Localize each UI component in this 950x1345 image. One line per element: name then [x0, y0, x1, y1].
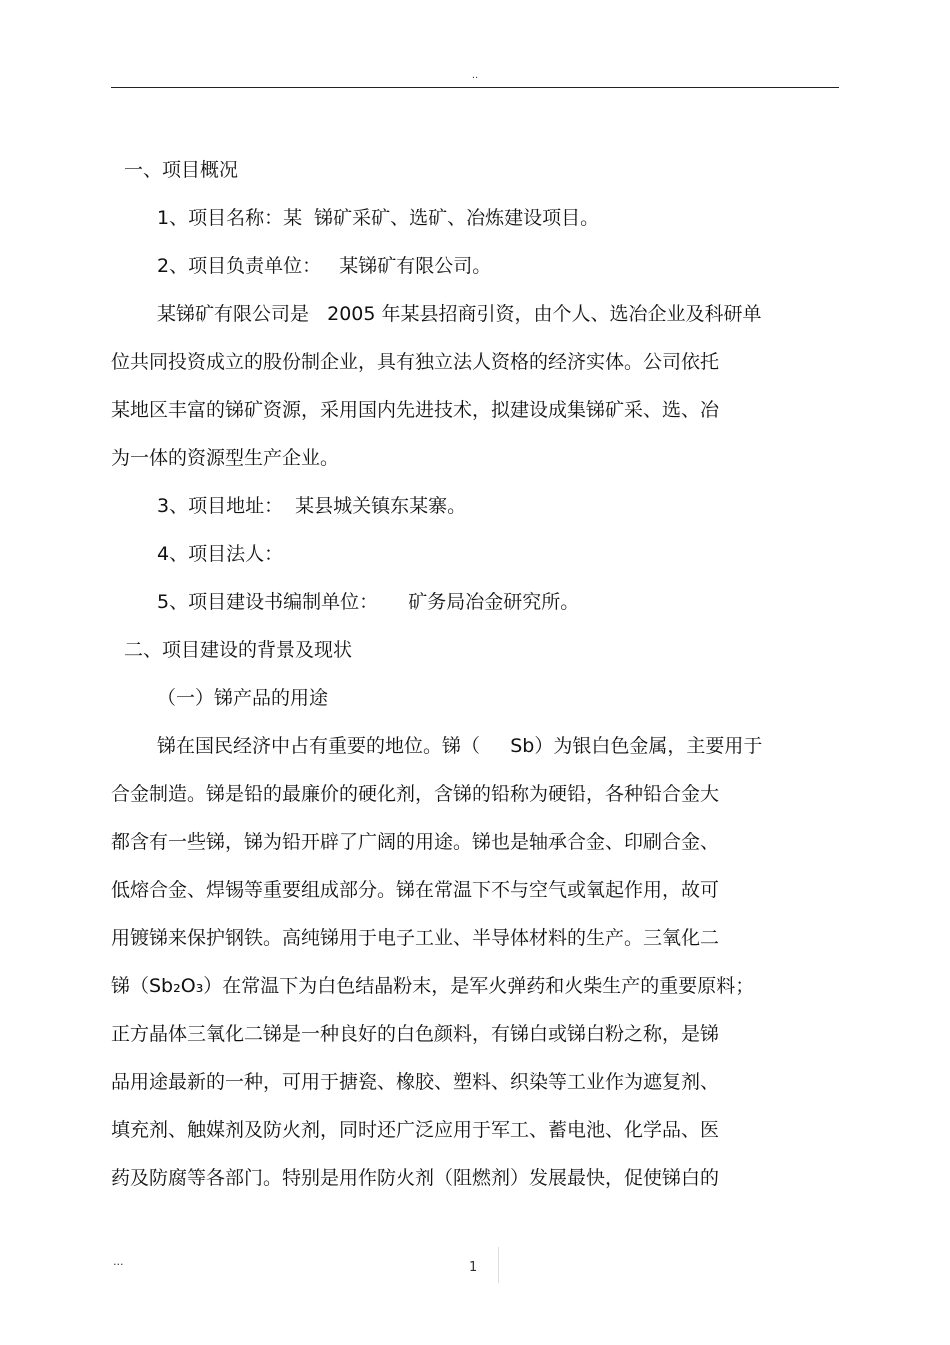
paragraph-line: 用镀锑来保护钢铁。高纯锑用于电子工业、半导体材料的生产。三氧化二 [111, 927, 720, 949]
subsection-heading-uses: （一）锑产品的用途 [157, 687, 329, 709]
paragraph-line: 合金制造。锑是铅的最廉价的硬化剂，含锑的铅称为硬铅，各种铅合金大 [111, 783, 720, 805]
paragraph-line: 低熔合金、焊锡等重要组成部分。锑在常温下不与空气或氧起作用，故可 [111, 879, 720, 901]
item-compiling-unit: 5、项目建设书编制单位： 矿务局冶金研究所。 [157, 591, 580, 613]
paragraph-line: 某锑矿有限公司是 2005 年某县招商引资，由个人、选冶企业及科研单 [157, 303, 762, 325]
paragraph-line: 正方晶体三氧化二锑是一种良好的白色颜料，有锑白或锑白粉之称，是锑 [111, 1023, 720, 1045]
header-rule [111, 87, 839, 88]
item-project-name: 1、项目名称：某 锑矿采矿、选矿、冶炼建设项目。 [157, 207, 600, 229]
paragraph-line: 某地区丰富的锑矿资源，采用国内先进技术，拟建设成集锑矿采、选、冶 [111, 399, 720, 421]
paragraph-line: 锑（Sb₂O₃）在常温下为白色结晶粉末，是军火弹药和火柴生产的重要原料； [111, 975, 755, 997]
paragraph-line: 品用途最新的一种，可用于搪瓷、橡胶、塑料、织染等工业作为遮复剂、 [111, 1071, 720, 1093]
paragraph-line: 填充剂、触媒剂及防火剂，同时还广泛应用于军工、蓄电池、化学品、医 [111, 1119, 720, 1141]
footer-dots: ... [113, 1255, 124, 1268]
footer-divider [498, 1247, 499, 1283]
document-body [111, 146, 831, 1202]
header-mark: .. [471, 70, 479, 81]
section-heading-background: 二、项目建设的背景及现状 [124, 639, 353, 661]
page-number: 1 [469, 1260, 478, 1275]
paragraph-line: 都含有一些锑，锑为铅开辟了广阔的用途。锑也是轴承合金、印刷合金、 [111, 831, 720, 853]
item-responsible-unit: 2、项目负责单位： 某锑矿有限公司。 [157, 255, 492, 277]
paragraph-line: 位共同投资成立的股份制企业，具有独立法人资格的经济实体。公司依托 [111, 351, 720, 373]
paragraph-line: 药及防腐等各部门。特别是用作防火剂（阻燃剂）发展最快，促使锑白的 [111, 1167, 720, 1189]
section-heading-overview: 一、项目概况 [124, 159, 239, 181]
item-project-address: 3、项目地址： 某县城关镇东某寨。 [157, 495, 467, 517]
paragraph-line: 锑在国民经济中占有重要的地位。锑（ Sb）为银白色金属，主要用于 [157, 735, 763, 757]
item-project-legal-person: 4、项目法人： [157, 543, 284, 565]
paragraph-line: 为一体的资源型生产企业。 [111, 447, 340, 469]
